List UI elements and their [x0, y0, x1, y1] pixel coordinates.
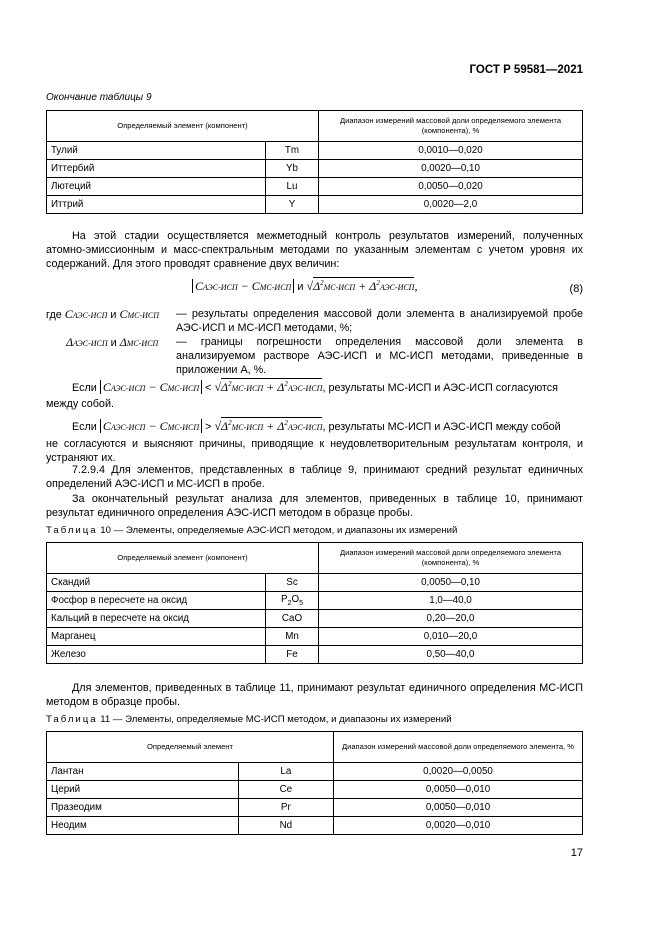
element-range: 0,0010—0,020 [319, 142, 583, 160]
condition-agree-tail: между собой. [46, 398, 114, 410]
element-name: Неодим [47, 817, 239, 835]
table-header-row [47, 543, 583, 574]
element-range: 0,0020—0,10 [319, 160, 583, 178]
element-name: Тулий [47, 142, 266, 160]
table10-col-element: Определяемый элемент (компонент) [47, 543, 319, 574]
formula-number: (8) [569, 283, 583, 295]
element-symbol: Ce [238, 781, 333, 799]
table9-col-element: Определяемый элемент (компонент) [47, 111, 319, 142]
element-range: 0,0050—0,10 [319, 574, 583, 592]
element-name: Марганец [47, 628, 266, 646]
paragraph-table11-intro: Для элементов, приведенных в таблице 11, принимают результат единичного определения МС-ИСП методом в образце пробы. [46, 682, 583, 708]
where-label: где CАЭС-ИСП и CМС-ИСП [46, 307, 160, 321]
table10-caption: Таблица 10 — Элементы, определяемые АЭС-ИСП методом, и диапазоны их измерений [46, 525, 458, 536]
element-symbol: Pr [238, 799, 333, 817]
page-number: 17 [570, 847, 583, 859]
element-symbol: Sc [266, 574, 319, 592]
element-symbol: Nd [238, 817, 333, 835]
element-symbol: $P_2O_5$ [266, 592, 319, 610]
condition-disagree: Если CАЭС-ИСП − $CМС-ИСП > √\Delta^2МС$-ИСП + $\Delta^2АЭС$-ИСП, результаты МС-ИСП и АЭС-ИСП между собой [72, 419, 561, 433]
element-symbol: Mn [266, 628, 319, 646]
condition-agree: Если CАЭС-ИСП − $CМС-ИСП < √\Delta^2МС$-ИСП + $\Delta^2АЭС$-ИСП, результаты МС-ИСП и АЭС-ИСП согласуются [72, 380, 559, 394]
paragraph-final-result: За окончательный результат анализа для элементов, приведенных в таблице 10, принимают результат единичного определения АЭС-ИСП методом в образце пробы. [46, 493, 583, 519]
element-symbol: Fe [266, 646, 319, 664]
table-row [47, 592, 583, 610]
element-name: Церий [47, 781, 239, 799]
element-range: 0,50—40,0 [319, 646, 583, 664]
element-name: Лантан [47, 763, 239, 781]
table11-col-range: Диапазон измерений массовой доли определяемого элемента, % [334, 732, 583, 763]
table9-caption: Окончание таблицы 9 [46, 92, 152, 103]
element-range: 0,010—20,0 [319, 628, 583, 646]
element-range: 1,0—40,0 [319, 592, 583, 610]
element-range: 0,0050—0,010 [334, 781, 583, 799]
table11-caption: Таблица 11 — Элементы, определяемые МС-ИСП методом, и диапазоны их измерений [46, 714, 452, 725]
abs-difference: CАЭС-ИСП − CМС-ИСП [192, 279, 294, 293]
element-symbol: CaO [266, 610, 319, 628]
document-standard-header: ГОСТ Р 59581—2021 [469, 64, 583, 76]
table-row [47, 763, 583, 781]
table-row [47, 160, 583, 178]
element-name: Железо [47, 646, 266, 664]
table-header-row [47, 732, 583, 763]
element-symbol: Lu [266, 178, 319, 196]
element-name: Иттрий [47, 196, 266, 214]
element-name: Фосфор в пересчете на оксид [47, 592, 266, 610]
table-header-row [47, 111, 583, 142]
element-range: 0,0020—0,0050 [334, 763, 583, 781]
table-row [47, 628, 583, 646]
element-range: 0,0050—0,020 [319, 178, 583, 196]
table-row [47, 799, 583, 817]
condition-disagree-tail: не согласуются и выясняют причины, приводящие к неудовлетворительным результатам контроля, и устраняют их. [46, 438, 583, 464]
table-row [47, 781, 583, 799]
delta-symbols: ΔАЭС-ИСП и ΔМС-ИСП [66, 335, 159, 349]
paragraph-intercomparison: На этой стадии осуществляется межметодный контроль результатов измерений, полученных атомно-эмиссионным и масс-спектральным методами по указанным элементам с учетом уровня их содержаний. Для этого проводят сравнение двух величин: [46, 230, 583, 270]
sqrt-sum: $\Delta^2МС$-ИСП + $\Delta^2АЭС$-ИСП [313, 279, 415, 293]
table-row [47, 178, 583, 196]
table11-col-element: Определяемый элемент [47, 732, 334, 763]
paragraph-7-2-9-4: 7.2.9.4 Для элементов, представленных в таблице 9, принимают средний результат единичных определений АЭС-ИСП и МС-ИСП в пробе. [46, 464, 583, 490]
table10-col-range: Диапазон измерений массовой доли определяемого элемента (компонента), % [319, 543, 583, 574]
element-range: 0,0020—2,0 [319, 196, 583, 214]
table-row [47, 646, 583, 664]
element-name: Скандий [47, 574, 266, 592]
element-name: Иттербий [47, 160, 266, 178]
table-row [47, 142, 583, 160]
table9 [46, 110, 583, 214]
definition-results: — результаты определения массовой доли элемента в анализируемой пробе АЭС-ИСП и МС-ИСП методами, %; [176, 308, 583, 334]
element-symbol: La [238, 763, 333, 781]
element-symbol: Yb [266, 160, 319, 178]
element-symbol: Tm [266, 142, 319, 160]
element-symbol: Y [266, 196, 319, 214]
element-range: 0,0020—0,010 [334, 817, 583, 835]
table-row [47, 196, 583, 214]
element-range: 0,20—20,0 [319, 610, 583, 628]
element-range: 0,0050—0,010 [334, 799, 583, 817]
element-name: Празеодим [47, 799, 239, 817]
table-row [47, 610, 583, 628]
definition-errors: — границы погрешности определения массовой доли элемента в анализируемом растворе АЭС-ИСП и МС-ИСП методами, приведенные в приложении А, %. [176, 336, 583, 376]
element-name: Лютеций [47, 178, 266, 196]
table-row [47, 574, 583, 592]
table9-col-range: Диапазон измерений массовой доли определяемого элемента (компонента), % [319, 111, 583, 142]
formula-8: CАЭС-ИСП − CМС-ИСП и $√\Delta^2МС$-ИСП + $\Delta^2АЭС$-ИСП, [192, 279, 417, 294]
table10 [46, 542, 583, 664]
table11 [46, 731, 583, 835]
table-row [47, 817, 583, 835]
element-name: Кальций в пересчете на оксид [47, 610, 266, 628]
